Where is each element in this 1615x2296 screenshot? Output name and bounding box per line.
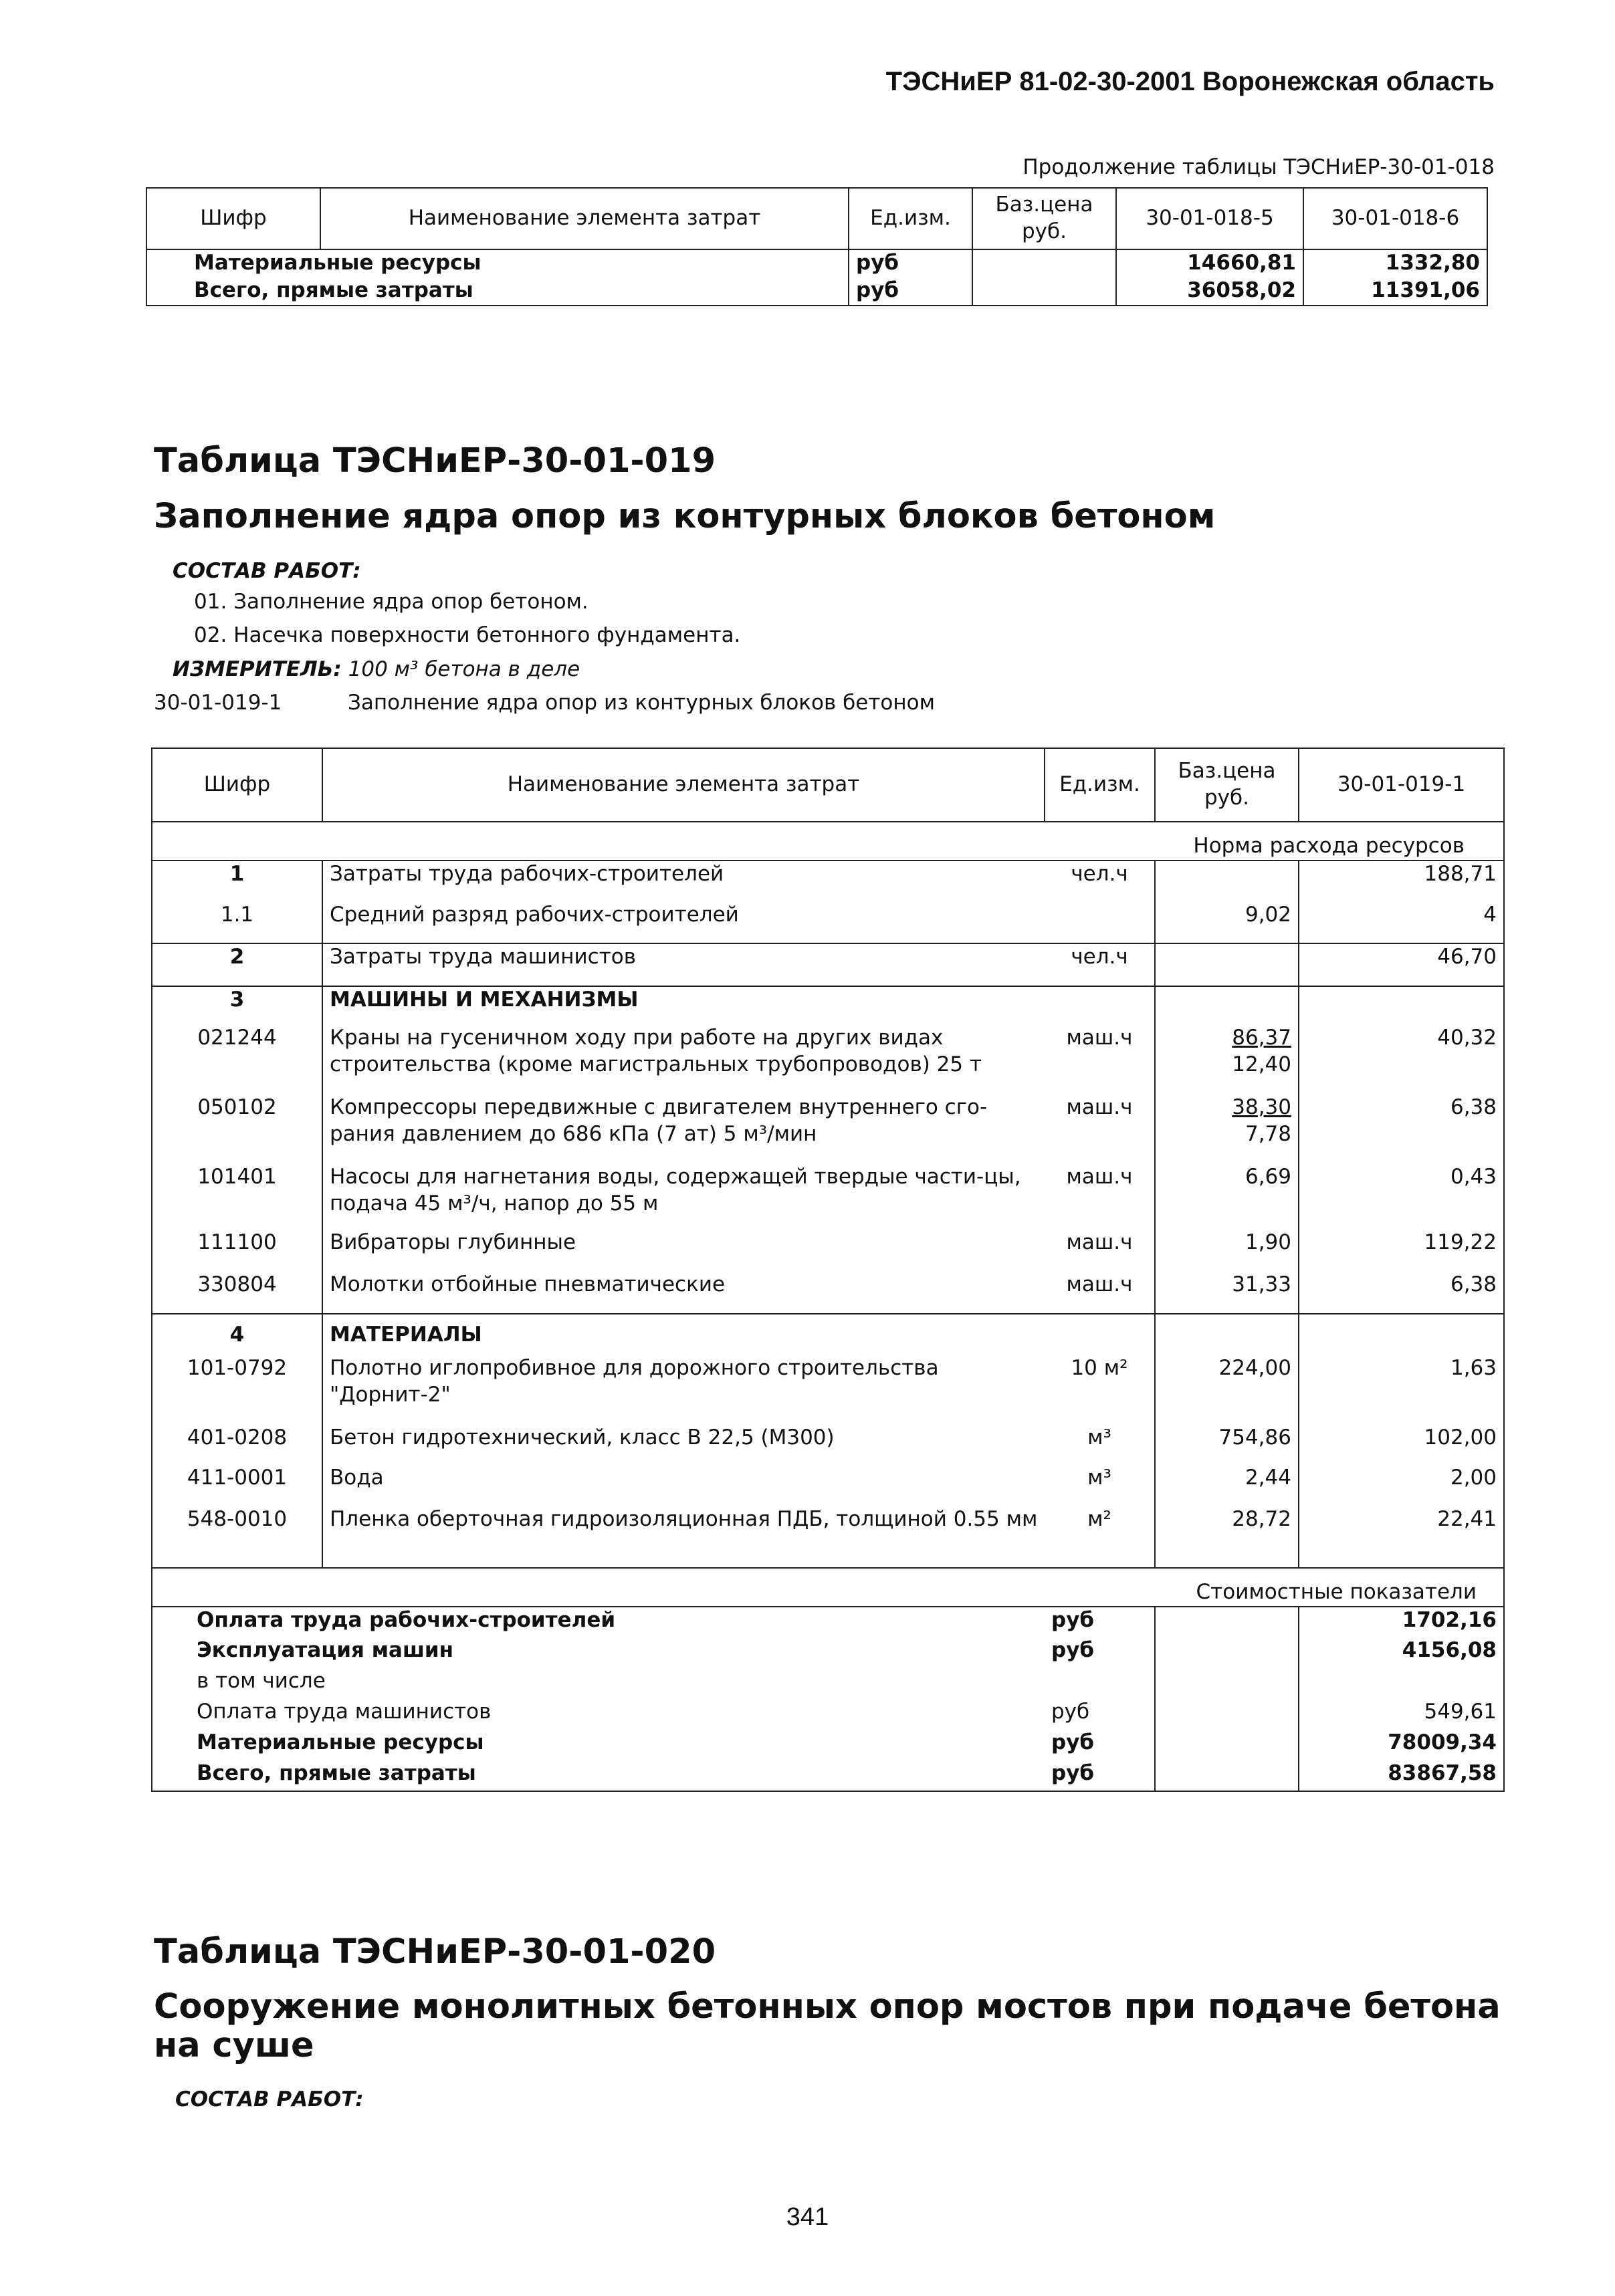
col-header-code: Шифр xyxy=(200,206,267,231)
row-value: 2,00 xyxy=(1299,1465,1504,1506)
row-price: 31,33 xyxy=(1155,1272,1299,1314)
row-value: 36058,02 xyxy=(1116,277,1303,306)
meter-line xyxy=(173,657,580,681)
table-020-subtitle-line2: на суше xyxy=(154,2026,314,2065)
row-value: 1,63 xyxy=(1299,1355,1504,1425)
row-value: 0,43 xyxy=(1299,1164,1504,1230)
row-value: 22,41 xyxy=(1299,1506,1504,1568)
cost-section-label: Стоимостные показатели xyxy=(1196,1580,1477,1605)
row-code: 050102 xyxy=(197,1095,277,1119)
row-unit: маш.ч xyxy=(1066,1230,1133,1254)
col-header-code: Шифр xyxy=(203,772,271,797)
work-composition-label: СОСТАВ РАБОТ: xyxy=(173,559,361,583)
row-name: Бетон гидротехнический, класс В 22,5 (М300) xyxy=(322,1425,1045,1465)
cost-name: Материальные ресурсы xyxy=(197,1730,484,1754)
row-value: 6,38 xyxy=(1299,1095,1504,1164)
norm-section-label: Норма расхода ресурсов xyxy=(1193,834,1465,858)
row-value: 11391,06 xyxy=(1303,277,1487,306)
table-019-subtitle: Заполнение ядра опор из контурных блоков бетоном xyxy=(154,497,1216,536)
row-code: 411-0001 xyxy=(187,1466,288,1490)
row-code: 4 xyxy=(229,1322,245,1347)
row-code: 101401 xyxy=(197,1165,277,1189)
row-name: Вибраторы глубинные xyxy=(322,1230,1045,1272)
cost-unit: руб xyxy=(1051,1730,1095,1754)
row-code: 021244 xyxy=(197,1026,277,1050)
row-unit: чел.ч xyxy=(1071,945,1128,969)
row-price: 38,30 7,78 xyxy=(1155,1095,1299,1164)
row-value: 119,22 xyxy=(1299,1230,1504,1272)
meter-value: 100 м³ бетона в деле xyxy=(348,657,580,681)
meter-label: ИЗМЕРИТЕЛЬ: xyxy=(173,657,342,681)
row-value: 102,00 xyxy=(1299,1425,1504,1465)
row-price: 2,44 xyxy=(1155,1465,1299,1506)
table-020-subtitle-line1: Сооружение монолитных бетонных опор мостов при подаче бетона xyxy=(154,1987,1501,2027)
row-value: 14660,81 xyxy=(1116,249,1303,277)
row-name: Материальные ресурсы xyxy=(194,251,481,275)
row-unit: маш.ч xyxy=(1066,1026,1133,1050)
cost-value: 549,61 xyxy=(1299,1699,1504,1730)
row-unit: м² xyxy=(1087,1507,1111,1531)
row-code: 1 xyxy=(229,862,245,886)
row-value: 4 xyxy=(1299,902,1504,943)
row-code: 1.1 xyxy=(220,903,254,927)
row-value: 1332,80 xyxy=(1303,249,1487,277)
row-unit: руб xyxy=(849,249,972,277)
row-price: 9,02 xyxy=(1155,902,1299,943)
cost-name: Оплата труда рабочих-строителей xyxy=(197,1608,616,1632)
row-value: 188,71 xyxy=(1299,860,1504,902)
cost-name: в том числе xyxy=(197,1669,326,1693)
row-unit: м³ xyxy=(1087,1466,1111,1490)
section-heading: МАШИНЫ И МЕХАНИЗМЫ xyxy=(322,986,1045,1025)
page-number: 341 xyxy=(786,2203,829,2231)
cost-name: Оплата труда машинистов xyxy=(197,1700,492,1724)
row-price: 754,86 xyxy=(1155,1425,1299,1465)
table-020-title: Таблица ТЭСНиЕР-30-01-020 xyxy=(154,1932,716,1972)
row-value: 46,70 xyxy=(1299,943,1504,986)
row-code: 101-0792 xyxy=(187,1356,288,1380)
row-unit: маш.ч xyxy=(1066,1095,1133,1119)
row-unit: м³ xyxy=(1087,1425,1111,1450)
row-price: 224,00 xyxy=(1155,1355,1299,1425)
table-continuation-note: Продолжение таблицы ТЭСНиЕР-30-01-018 xyxy=(1022,155,1495,179)
norm-code-description: Заполнение ядра опор из контурных блоков бетоном xyxy=(348,691,935,715)
row-unit: 10 м² xyxy=(1071,1356,1128,1380)
work-item: 02. Насечка поверхности бетонного фундамента. xyxy=(194,623,741,647)
table-019-title: Таблица ТЭСНиЕР-30-01-019 xyxy=(154,441,716,481)
col-header-unit: Ед.изм. xyxy=(1045,748,1155,822)
row-price: 1,90 xyxy=(1155,1230,1299,1272)
cost-unit: руб xyxy=(1051,1638,1095,1662)
cost-unit: руб xyxy=(1051,1608,1095,1632)
col-header-unit: Ед.изм. xyxy=(849,188,972,249)
cost-name: Всего, прямые затраты xyxy=(197,1761,476,1785)
row-code: 2 xyxy=(229,945,245,969)
col-header-name: Наименование элемента затрат xyxy=(320,188,849,249)
row-value: 40,32 xyxy=(1299,1025,1504,1095)
cost-unit: руб xyxy=(1051,1700,1090,1724)
row-name: Всего, прямые затраты xyxy=(194,278,473,302)
table-019 xyxy=(151,748,1505,1792)
row-name: Молотки отбойные пневматические xyxy=(322,1272,1045,1314)
row-code: 548-0010 xyxy=(187,1507,288,1531)
row-value: 6,38 xyxy=(1299,1272,1504,1314)
table-018 xyxy=(146,187,1488,306)
row-code: 3 xyxy=(229,988,245,1012)
cost-unit: руб xyxy=(1051,1761,1095,1785)
row-price: 86,37 12,40 xyxy=(1155,1025,1299,1095)
norm-code: 30-01-019-1 xyxy=(154,691,282,715)
row-code: 111100 xyxy=(197,1230,277,1254)
row-price: 6,69 xyxy=(1155,1164,1299,1230)
row-name: Полотно иглопробивное для дорожного строительства "Дорнит-2" xyxy=(322,1355,1045,1425)
row-name: Краны на гусеничном ходу при работе на других видах строительства (кроме магистральных трубопроводов) 25 т xyxy=(322,1025,1045,1095)
row-price: 28,72 xyxy=(1155,1506,1299,1568)
row-unit: маш.ч xyxy=(1066,1165,1133,1189)
row-name: Насосы для нагнетания воды, содержащей твердые части-цы, подача 45 м³/ч, напор до 55 м xyxy=(322,1164,1045,1230)
row-name: Затраты труда машинистов xyxy=(322,943,1045,986)
row-name: Вода xyxy=(322,1465,1045,1506)
col-header-018-5: 30-01-018-5 xyxy=(1116,188,1303,249)
row-code: 330804 xyxy=(197,1272,277,1296)
section-heading: МАТЕРИАЛЫ xyxy=(322,1314,1045,1355)
col-header-019-1: 30-01-019-1 xyxy=(1299,748,1504,822)
cost-value: 4156,08 xyxy=(1299,1637,1504,1668)
work-composition-label: СОСТАВ РАБОТ: xyxy=(175,2087,364,2111)
row-unit: руб xyxy=(849,277,972,306)
cost-value: 1702,16 xyxy=(1299,1607,1504,1637)
row-name: Затраты труда рабочих-строителей xyxy=(322,860,1045,902)
cost-value: 83867,58 xyxy=(1299,1760,1504,1791)
row-name: Средний разряд рабочих-строителей xyxy=(322,902,1045,943)
col-header-price: Баз.цена руб. xyxy=(1155,748,1299,822)
row-unit: чел.ч xyxy=(1071,862,1128,886)
cost-name: Эксплуатация машин xyxy=(197,1638,454,1662)
row-unit: маш.ч xyxy=(1066,1272,1133,1296)
cost-value: 78009,34 xyxy=(1299,1730,1504,1760)
row-name: Пленка оберточная гидроизоляционная ПДБ, толщиной 0.55 мм xyxy=(322,1506,1045,1568)
col-header-018-6: 30-01-018-6 xyxy=(1303,188,1487,249)
row-code: 401-0208 xyxy=(187,1425,288,1450)
col-header-price: Баз.цена руб. xyxy=(972,188,1116,249)
document-header: ТЭСНиЕР 81-02-30-2001 Воронежская область xyxy=(885,67,1495,96)
col-header-name: Наименование элемента затрат xyxy=(322,748,1045,822)
row-name: Компрессоры передвижные с двигателем внутреннего сго-рания давлением до 686 кПа (7 ат) 5 м³/мин xyxy=(322,1095,1045,1164)
work-item: 01. Заполнение ядра опор бетоном. xyxy=(194,590,588,614)
